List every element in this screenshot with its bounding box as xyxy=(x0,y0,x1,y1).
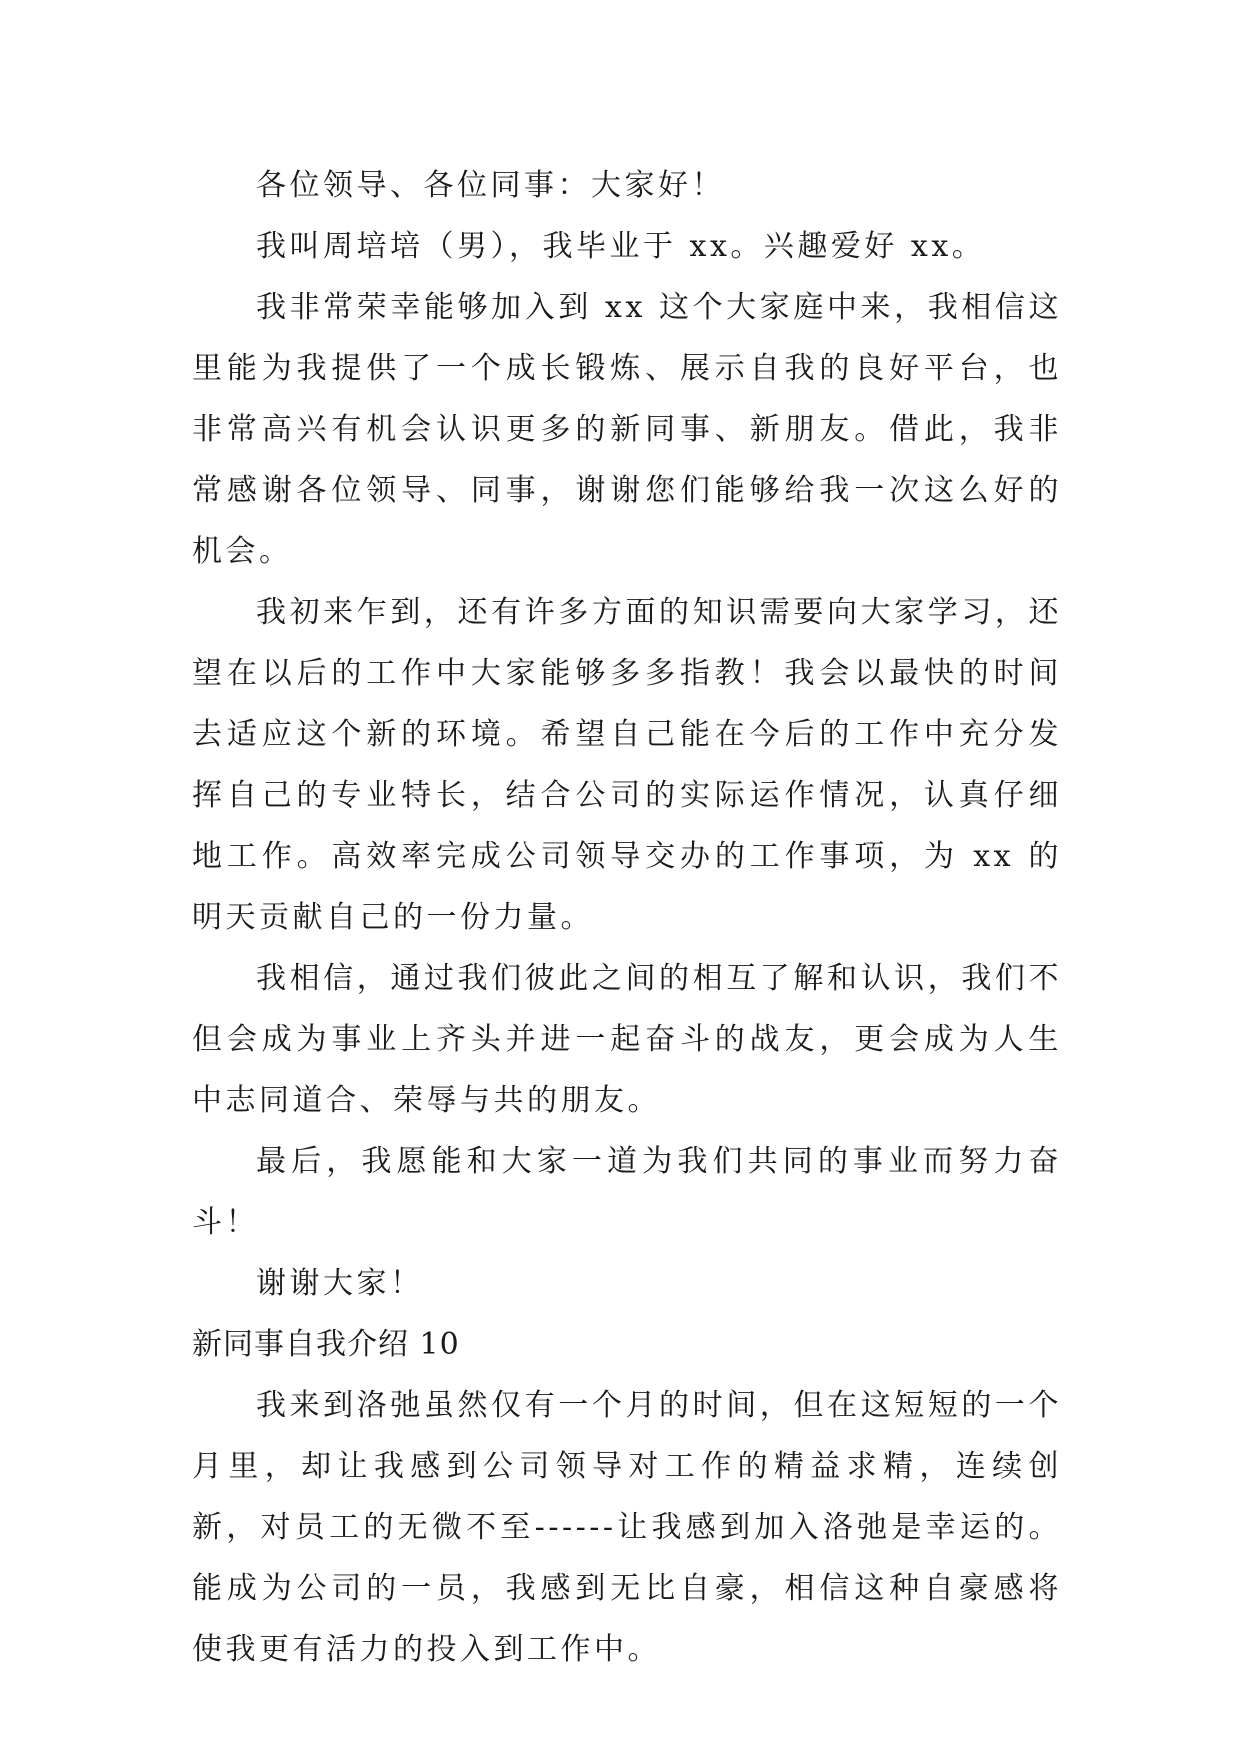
learning-paragraph: 我初来乍到，还有许多方面的知识需要向大家学习，还望在以后的工作中大家能够多多指教！我会以最快的时间去适应这个新的环境。希望自己能在今后的工作中充分发挥自己的专业特长，结合公司的实际运作情况，认真仔细地工作。高效率完成公司领导交办的工作事项，为 xx 的明天贡献自己的一份力量。 xyxy=(192,595,1062,935)
greeting-paragraph: 各位领导、各位同事：大家好！ xyxy=(256,168,725,203)
intro-paragraph: 我叫周培培（男），我毕业于 xx。兴趣爱好 xx。 xyxy=(256,229,986,264)
friendship-paragraph: 我相信，通过我们彼此之间的相互了解和认识，我们不但会成为事业上齐头并进一起奋斗的战友，更会成为人生中志同道合、荣辱与共的朋友。 xyxy=(192,961,1062,1118)
thanks-paragraph: 谢谢大家！ xyxy=(256,1266,424,1301)
honor-paragraph: 我非常荣幸能够加入到 xx 这个大家庭中来，我相信这里能为我提供了一个成长锻炼、展示自我的良好平台，也非常高兴有机会认识更多的新同事、新朋友。借此，我非常感谢各位领导、同事，谢谢您们能够给我一次这么好的机会。 xyxy=(192,290,1062,569)
document-body xyxy=(192,155,1062,1680)
section-heading: 新同事自我介绍 10 xyxy=(192,1327,460,1362)
company-paragraph: 我来到洛弛虽然仅有一个月的时间，但在这短短的一个月里，却让我感到公司领导对工作的精益求精，连续创新，对员工的无微不至------让我感到加入洛弛是幸运的。能成为公司的一员，我感到无比自豪，相信这种自豪感将使我更有活力的投入到工作中。 xyxy=(192,1388,1062,1667)
closing-paragraph: 最后，我愿能和大家一道为我们共同的事业而努力奋斗！ xyxy=(192,1144,1062,1240)
